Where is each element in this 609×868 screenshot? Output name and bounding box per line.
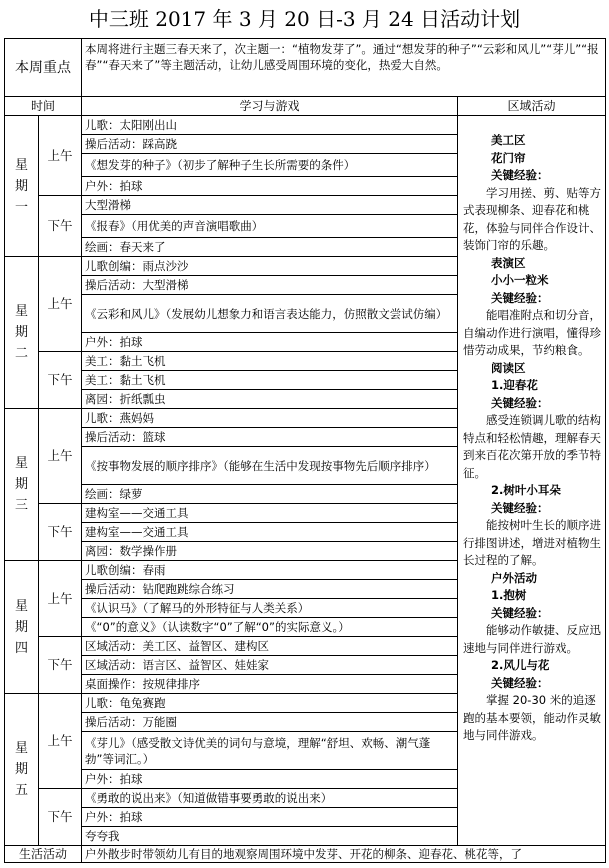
area-line: 1.抱树 (491, 588, 527, 602)
activity-cell: 区域活动：美工区、益智区、建构区 (82, 637, 458, 656)
activity-cell: 儿歌：燕妈妈 (82, 409, 458, 428)
activity-cell: 儿歌：龟兔赛跑 (82, 694, 458, 713)
area-line: 1.迎春花 (491, 378, 538, 392)
afternoon-label: 下午 (39, 637, 82, 694)
area-line: 关键经验： (491, 605, 549, 620)
day-label-char: 星 (14, 304, 28, 319)
activity-cell: 夸夸我 (82, 827, 458, 846)
morning-label: 上午 (39, 694, 82, 789)
area-line: 小小一粒米 (491, 273, 549, 287)
activity-cell: 《报春》（用优美的声音演唱歌曲） (82, 215, 458, 238)
area-line: 2.树叶小耳朵 (491, 483, 561, 497)
focus-label: 本周重点 (5, 39, 82, 97)
activity-cell: 离园：折纸瓢虫 (82, 390, 458, 409)
activity-cell: 操后活动：大型滑梯 (82, 276, 458, 295)
day-label-char: 期 (14, 178, 28, 194)
learning-header: 学习与游戏 (82, 97, 458, 116)
life-text: 户外散步时带领幼儿有目的地观察周围环境中发芽、开花的柳条、迎春花、桃花等，了 (82, 846, 606, 863)
day-label (5, 116, 39, 257)
area-line: 关键经验： (491, 168, 549, 182)
activity-cell: 户外：拍球 (82, 177, 458, 196)
activity-cell: 操后活动：万能圈 (82, 713, 458, 732)
activity-cell: 《云彩和风儿》（发展幼儿想象力和语言表达能力，仿照散文尝试仿编） (82, 295, 458, 333)
day-label-char: 期 (14, 619, 28, 635)
activity-cell: 美工：黏土飞机 (82, 352, 458, 371)
day-label-char: 星 (14, 741, 28, 756)
activity-cell: 《芽儿》（感受散文诗优美的词句与意境，理解“舒坦、欢畅、潮气蓬勃”等词汇。） (82, 732, 458, 770)
activity-cell: 绘画：绿萝 (82, 485, 458, 504)
activity-cell: 《勇敢的说出来》（知道做错事要勇敢的说出来） (82, 789, 458, 808)
activity-cell: 桌面操作：按规律排序 (82, 675, 458, 694)
area-line: 能唱准附点和切分音，自编动作进行演唱，懂得珍惜劳动成果，节约粮食。 (463, 308, 601, 357)
activity-cell: 离园：数学操作册 (82, 542, 458, 561)
activity-cell: 户外：拍球 (82, 770, 458, 789)
time-header: 时间 (5, 97, 82, 116)
activity-cell: 《想发芽的种子》（初步了解种子生长所需要的条件） (82, 154, 458, 177)
life-label: 生活活动 (5, 846, 82, 863)
area-line: 阅读区 (491, 360, 526, 375)
day-label-char: 一 (14, 199, 28, 215)
area-line: 能够动作敏捷、反应迅速地与同伴进行游戏。 (463, 623, 601, 655)
area-line: 关键经验： (491, 675, 549, 690)
table-row (5, 116, 606, 135)
day-label-char: 三 (14, 498, 28, 513)
day-label-char: 期 (14, 325, 28, 340)
day-label-char: 星 (14, 157, 28, 173)
area-line: 感受连锁调儿歌的结构特点和轻松情趣，理解春天到来百花次第开放的季节特征。 (463, 413, 601, 480)
activity-cell: 《按事物发展的顺序排序》（能够在生活中发现按事物先后顺序排序） (82, 447, 458, 485)
day-label-char: 期 (14, 477, 28, 492)
page-title: 中三班 2017 年 3 月 20 日-3 月 24 日活动计划 (88, 7, 521, 31)
day-label-char: 期 (14, 762, 28, 777)
area-line: 学习用搓、剪、贴等方式表现柳条、迎春花和桃花，体验与同伴合作设计、装饰门帘的乐趣。 (463, 185, 601, 252)
header-row (5, 97, 606, 116)
activity-cell: 户外：拍球 (82, 333, 458, 352)
area-line: 能按树叶生长的顺序进行排图讲述，增进对植物生长过程的了解。 (463, 518, 601, 567)
area-line: 2.风儿与花 (491, 658, 550, 672)
day-label (5, 694, 39, 846)
day-label-char: 五 (14, 783, 28, 798)
afternoon-label: 下午 (39, 789, 82, 846)
activity-cell: 操后活动：篮球 (82, 428, 458, 447)
activity-cell: 操后活动：钻爬跑跳综合练习 (82, 580, 458, 599)
area-line: 花门帘 (491, 150, 526, 165)
area-line: 关键经验： (491, 500, 549, 515)
activity-cell: 儿歌：太阳刚出山 (82, 116, 458, 135)
activity-cell: 区域活动：语言区、益智区、娃娃家 (82, 656, 458, 675)
area-line: 关键经验： (491, 395, 549, 410)
day-label-char: 星 (14, 456, 28, 471)
day-label (5, 561, 39, 694)
morning-label: 上午 (39, 561, 82, 637)
area-line: 户外活动 (491, 570, 537, 585)
focus-row (5, 39, 606, 97)
focus-text: 本周将进行主题三春天来了，次主题一：“植物发芽了”。通过“想发芽的种子”“云彩和风儿”“芽儿”“报春”“春天来了”等主题活动，让幼儿感受周围环境的变化，热爱大自然。 (82, 39, 606, 97)
day-label (5, 257, 39, 409)
area-header: 区域活动 (458, 97, 606, 116)
area-activities (458, 116, 606, 846)
area-line: 表演区 (491, 255, 526, 270)
activity-cell: 儿歌创编：雨点沙沙 (82, 257, 458, 276)
activity-cell: 《认识马》（了解马的外形特征与人类关系） (82, 599, 458, 618)
activity-cell: 大型滑梯 (82, 196, 458, 215)
area-line: 掌握 20-30 米的追逐跑的基本要领，能动作灵敏地与同伴游戏。 (463, 693, 601, 742)
activity-cell: 绘画：春天来了 (82, 238, 458, 257)
morning-label: 上午 (39, 116, 82, 196)
afternoon-label: 下午 (39, 504, 82, 561)
afternoon-label: 下午 (39, 196, 82, 257)
area-line: 美工区 (491, 133, 526, 147)
activity-cell: 美工：黏土飞机 (82, 371, 458, 390)
day-label-char: 四 (14, 640, 28, 656)
morning-label: 上午 (39, 257, 82, 352)
life-row (5, 846, 606, 863)
day-label (5, 409, 39, 561)
activity-cell: 操后活动：踩高跷 (82, 135, 458, 154)
plan-table (4, 38, 606, 863)
day-label-char: 二 (14, 346, 28, 361)
activity-cell: 户外：拍球 (82, 808, 458, 827)
afternoon-label: 下午 (39, 352, 82, 409)
activity-cell: 《“0”的意义》（认读数字“0”了解“0”的实际意义。） (82, 618, 458, 637)
activity-cell: 建构室——交通工具 (82, 523, 458, 542)
area-line: 关键经验： (491, 290, 549, 305)
morning-label: 上午 (39, 409, 82, 504)
day-label-char: 星 (14, 598, 28, 614)
activity-cell: 儿歌创编：春雨 (82, 561, 458, 580)
activity-cell: 建构室——交通工具 (82, 504, 458, 523)
